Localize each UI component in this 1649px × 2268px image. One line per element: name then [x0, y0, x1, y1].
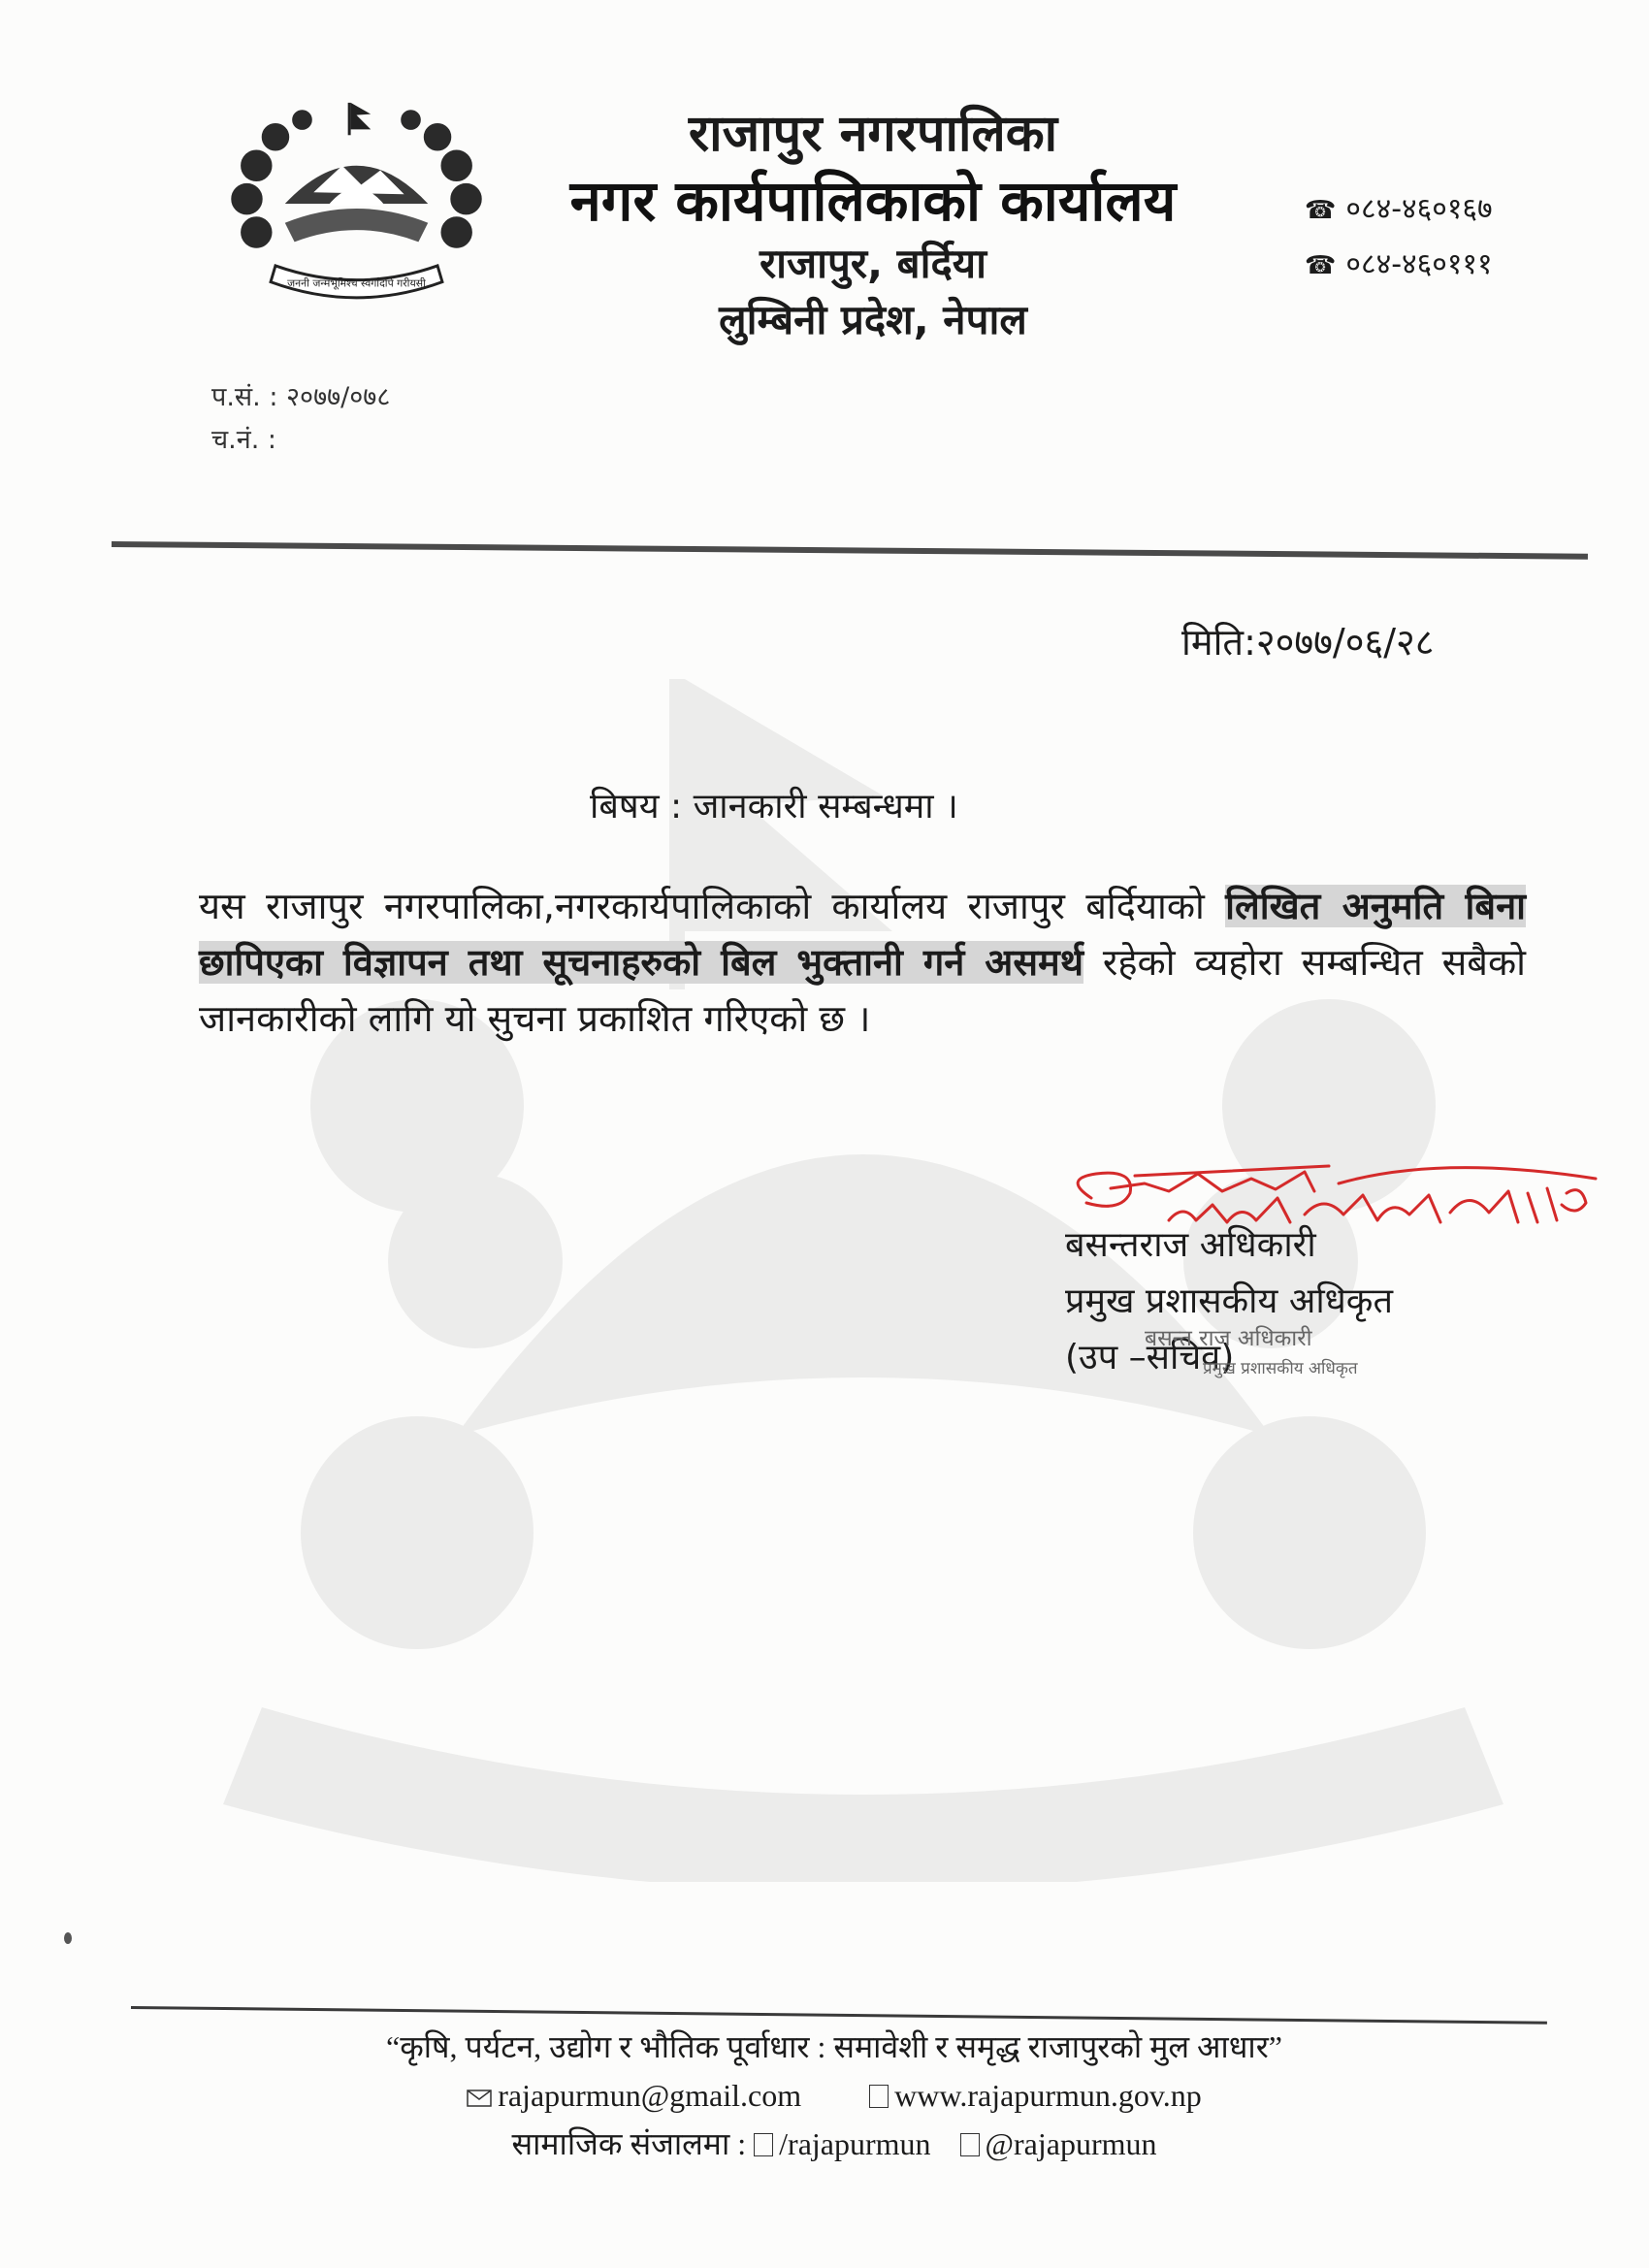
body-highlight: लिखित अनुमति बिना छापिएका विज्ञापन तथा सूचनाहरुको बिल भुक्तानी गर्न असमर्थ	[199, 885, 1526, 984]
telephone-icon: ☎	[1305, 251, 1337, 280]
header-divider	[112, 541, 1588, 560]
footer-email[interactable]: rajapurmun@gmail.com	[498, 2078, 802, 2113]
phone-row	[1305, 182, 1493, 238]
chalani-number: च.नं. :	[211, 425, 276, 455]
footer-facebook[interactable]: /rajapurmun	[779, 2126, 931, 2161]
globe-icon	[869, 2085, 889, 2108]
letter-subject: बिषय : जानकारी सम्बन्धमा ।	[590, 787, 958, 826]
body-text-part2: रहेको व्यहोरा सम्बन्धित सबैको जानकारीको लागि यो सुचना प्रकाशित गरिएको छ ।	[199, 941, 1526, 1040]
letter-date: मिति:२०७७/०६/२८	[1181, 621, 1435, 664]
phone-list	[1305, 182, 1493, 293]
municipality-name: राजापुर नगरपालिका	[688, 105, 1058, 163]
body-text-part1: यस राजापुर नगरपालिका,नगरकार्यपालिकाको कार्यालय राजापुर बर्दियाको	[199, 885, 1226, 927]
scan-mark	[64, 1932, 72, 1944]
phone-row	[1305, 238, 1493, 293]
phone-number: ०८४-४६०१६७	[1345, 192, 1493, 226]
reference-block	[211, 376, 390, 462]
letter-body	[199, 878, 1526, 1047]
footer-contact-row	[233, 2071, 1436, 2120]
footer-twitter[interactable]: @rajapurmun	[985, 2126, 1157, 2161]
footer-website[interactable]: www.rajapurmun.gov.np	[894, 2078, 1202, 2113]
signer-designation: प्रमुख प्रशासकीय अधिकृत	[1065, 1281, 1393, 1321]
signer-name: बसन्तराज अधिकारी	[1065, 1225, 1316, 1265]
office-heading	[524, 102, 1222, 348]
stamp-name: बसन्त राज अधिकारी	[1145, 1326, 1312, 1351]
letter-footer	[233, 2023, 1436, 2168]
facebook-icon	[754, 2133, 773, 2156]
envelope-icon	[467, 2090, 492, 2107]
footer-divider	[131, 2006, 1547, 2025]
footer-social-row	[233, 2120, 1436, 2168]
footer-slogan: “कृषि, पर्यटन, उद्योग र भौतिक पूर्वाधार : समावेशी र समृद्ध राजापुरको मुल आधार”	[385, 2029, 1283, 2064]
stamp-designation: प्रमुख प्रशासकीय अधिकृत	[1203, 1359, 1358, 1378]
phone-number: ०८४-४६०१११	[1345, 247, 1493, 281]
patra-sankhya: प.सं. : २०७७/०७८	[211, 382, 391, 412]
telephone-icon: ☎	[1305, 196, 1337, 225]
office-address: राजापुर, बर्दिया	[759, 240, 987, 287]
emblem-motto: जननी जन्मभूमिश्च स्वर्गादपि गरीयसी	[287, 276, 426, 290]
twitter-icon	[960, 2133, 980, 2156]
social-label: सामाजिक संजालमा :	[511, 2126, 747, 2161]
office-province: लुम्बिनी प्रदेश, नेपाल	[719, 296, 1027, 343]
signer-rank: (उप –सचिव)	[1065, 1338, 1235, 1377]
nepal-emblem-icon	[218, 97, 495, 315]
office-name: नगर कार्यपालिकाको कार्यालय	[569, 168, 1177, 234]
